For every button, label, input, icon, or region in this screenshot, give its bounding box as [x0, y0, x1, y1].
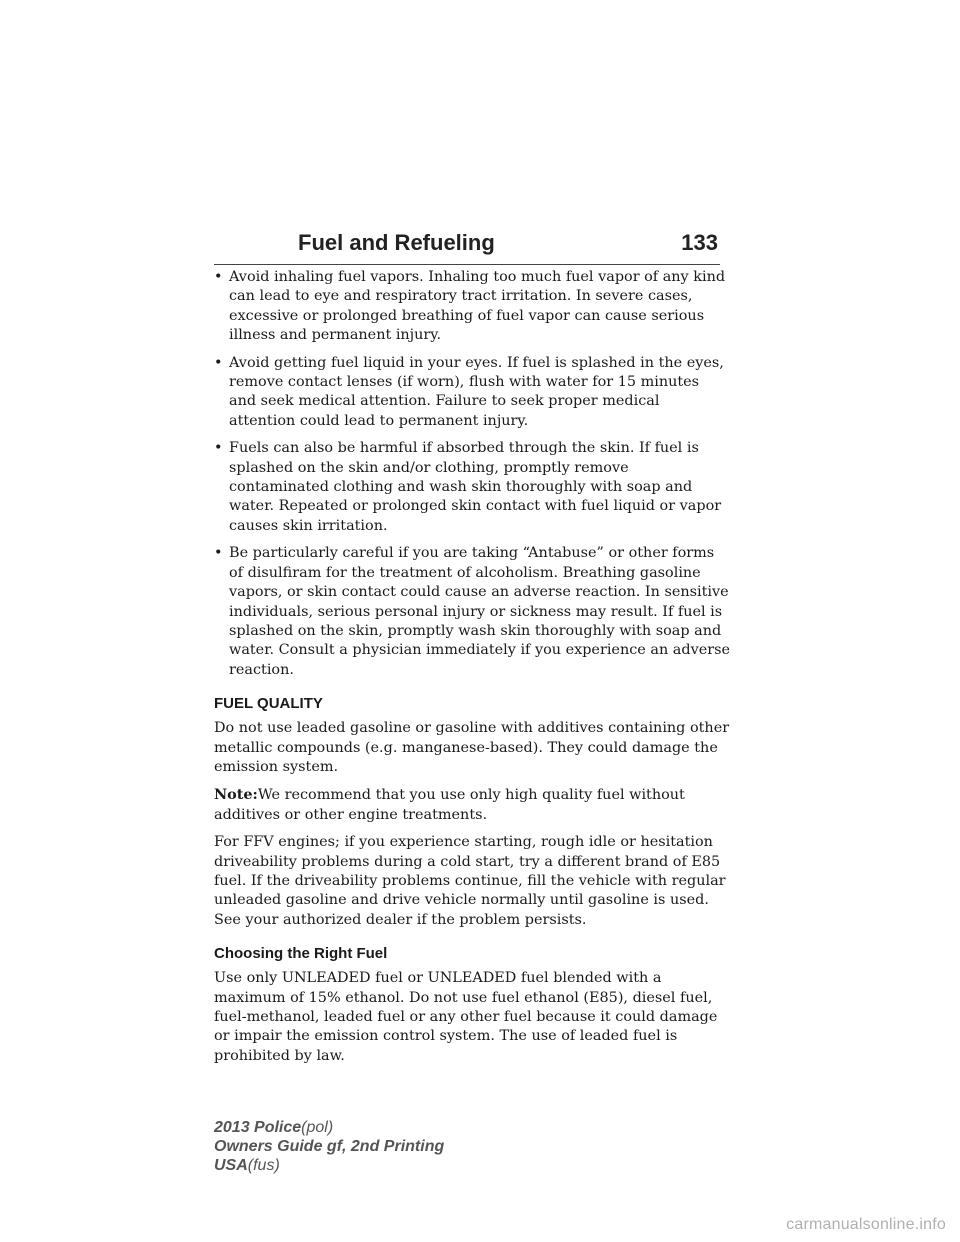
bullet-icon: •	[214, 269, 223, 285]
bullet-icon: •	[214, 440, 223, 457]
footer-line-1	[214, 1118, 444, 1137]
footer-market: USA	[214, 1157, 248, 1174]
list-item-text: Be particularly careful if you are taking “Antabuse” or other forms of disulfiram for the treatment of alcoholism. Breathing gasoline vapors, or skin contact could cause an adverse reaction. In sensitive individuals, serious personal injury or sickness may result. If fuel is splashed on the skin, promptly wash skin thoroughly with soap and water. Consult a physician immediately if you experience an adverse reaction.	[229, 545, 731, 678]
footer-market-code: (fus)	[247, 1157, 280, 1174]
page-header	[214, 228, 720, 265]
list-item-text: Fuels can also be harmful if absorbed through the skin. If fuel is splashed on the skin and/or clothing, promptly remove contaminated clothing and wash skin thoroughly with soap and water. Repeated or prolonged skin contact with fuel liquid or vapor causes skin irritation.	[229, 440, 722, 534]
choosing-fuel-heading: Choosing the Right Fuel	[214, 945, 388, 963]
list-item-text: Avoid inhaling fuel vapors. Inhaling too much fuel vapor of any kind can lead to eye and respiratory tract irritation. In severe cases, excessive or prolonged breathing of fuel vapor can cause serious illness and permanent injury.	[229, 269, 726, 344]
note-paragraph	[214, 785, 730, 825]
list-item-text: Avoid getting fuel liquid in your eyes. If fuel is splashed in the eyes, remove contact lenses (if worn), flush with water for 15 minutes and seek medical attention. Failure to seek proper medical attention could lead to permanent injury.	[229, 354, 724, 429]
list-item	[214, 268, 730, 346]
bullet-icon: •	[214, 354, 223, 371]
fuel-quality-paragraph: Do not use leaded gasoline or gasoline with additives containing other metallic compounds (e.g. manganese-based). They could damage the emission system.	[214, 720, 730, 775]
document-footer	[214, 1118, 444, 1175]
list-item	[214, 354, 730, 432]
note-text: We recommend that you use only high quality fuel without additives or other engine treatments.	[214, 787, 685, 823]
footer-model-code: (pol)	[301, 1119, 334, 1136]
footer-model: 2013 Police	[214, 1119, 302, 1136]
footer-guide: Owners Guide gf, 2nd Printing	[214, 1138, 445, 1155]
page-title: Fuel and Refueling	[298, 230, 495, 255]
list-item	[214, 439, 730, 536]
fuel-quality-heading: FUEL QUALITY	[214, 695, 323, 713]
ffv-paragraph: For FFV engines; if you experience starting, rough idle or hesitation driveability problems during a cold start, try a different brand of E85 fuel. If the driveability problems continue, fill the vehicle with regular unleaded gasoline and drive vehicle normally until gasoline is used. See your authorized dealer if the problem persists.	[214, 834, 726, 928]
page-number: 133	[681, 230, 718, 255]
choosing-fuel-paragraph: Use only UNLEADED fuel or UNLEADED fuel blended with a maximum of 15% ethanol. Do not use fuel ethanol (E85), diesel fuel, fuel-methanol, leaded fuel or any other fuel because it could damage or impair the emission control system. The use of leaded fuel is prohibited by law.	[214, 970, 718, 1064]
safety-bullet-list	[214, 268, 730, 680]
footer-line-3	[214, 1156, 444, 1175]
list-item	[214, 544, 730, 680]
footer-line-2	[214, 1137, 444, 1156]
bullet-icon: •	[214, 545, 223, 562]
note-label: Note:	[214, 786, 258, 804]
page-content	[214, 268, 730, 1074]
watermark: carmanualsonline.info	[786, 1216, 946, 1233]
